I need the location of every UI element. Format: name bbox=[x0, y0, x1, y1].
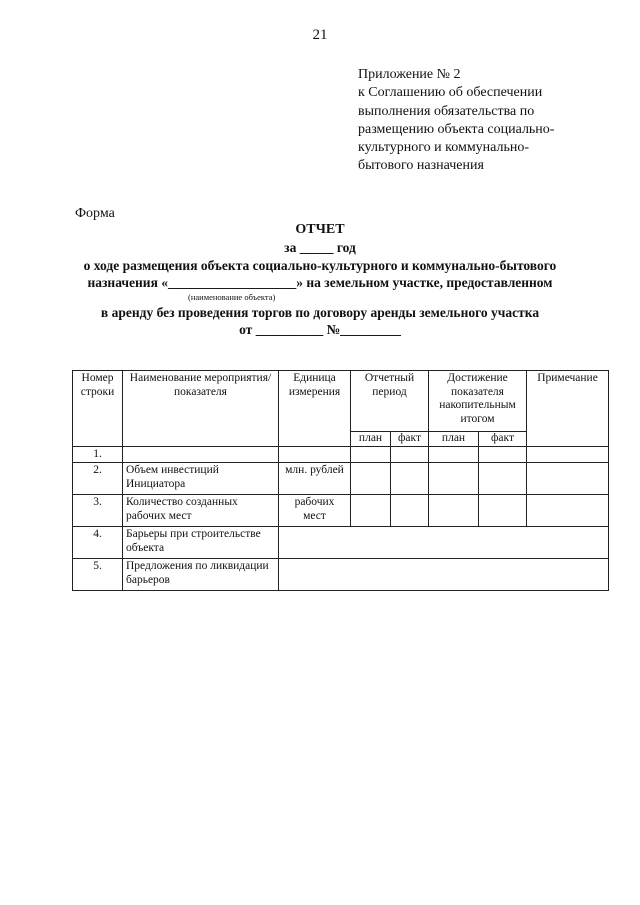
report-subject-line3: в аренду без проведения торгов по договору аренды земельного участка bbox=[100, 305, 540, 320]
cell-fact[interactable] bbox=[479, 446, 527, 463]
cell-fact[interactable] bbox=[479, 463, 527, 495]
cell-note[interactable] bbox=[527, 446, 609, 463]
cell-plan[interactable] bbox=[351, 495, 391, 527]
row-number: 4. bbox=[73, 527, 123, 559]
report-date-number: от __________ №_________ bbox=[239, 322, 401, 337]
appendix-block bbox=[358, 66, 554, 176]
row-name: Объем инвестиций Инициатора bbox=[123, 463, 279, 495]
cell-fact[interactable] bbox=[391, 446, 429, 463]
form-label: Форма bbox=[75, 206, 115, 221]
cell-plan[interactable] bbox=[351, 463, 391, 495]
header-fact: факт bbox=[479, 432, 527, 447]
cell-note[interactable] bbox=[527, 495, 609, 527]
header-plan: план bbox=[429, 432, 479, 447]
header-plan: план bbox=[351, 432, 391, 447]
row-name: Барьеры при строительстве объекта bbox=[123, 527, 279, 559]
report-subject-line1: о ходе размещения объекта социально-культурного и коммунально-бытового bbox=[83, 258, 557, 273]
row-name: Предложения по ликвидации барьеров bbox=[123, 559, 279, 591]
cell-plan[interactable] bbox=[429, 446, 479, 463]
cell-plan[interactable] bbox=[429, 495, 479, 527]
cell-fact[interactable] bbox=[391, 495, 429, 527]
report-subject-line2: назначения «___________________» на земельном участке, предоставленном bbox=[87, 275, 553, 290]
table-row bbox=[73, 463, 609, 495]
cell-fact[interactable] bbox=[479, 495, 527, 527]
report-title: ОТЧЕТ bbox=[295, 222, 345, 237]
appendix-line: размещению объекта социально- bbox=[358, 121, 555, 137]
row-number: 5. bbox=[73, 559, 123, 591]
header-unit: Единица измерения bbox=[279, 371, 351, 447]
row-number: 3. bbox=[73, 495, 123, 527]
object-name-note: (наименование объекта) bbox=[188, 292, 276, 302]
header-note: Примечание bbox=[527, 371, 609, 447]
appendix-line: выполнения обязательства по bbox=[358, 103, 535, 119]
header-number: Номер строки bbox=[73, 371, 123, 447]
appendix-line: к Соглашению об обеспечении bbox=[358, 85, 543, 101]
row-unit: млн. рублей bbox=[279, 463, 351, 495]
row-name: Количество созданных рабочих мест bbox=[123, 495, 279, 527]
cell-note[interactable] bbox=[527, 463, 609, 495]
header-fact: факт bbox=[391, 432, 429, 447]
row-name bbox=[123, 446, 279, 463]
page-number: 21 bbox=[312, 27, 328, 43]
appendix-line: бытового назначения bbox=[358, 158, 484, 174]
appendix-line: Приложение № 2 bbox=[358, 67, 461, 82]
table-row bbox=[73, 527, 609, 559]
table-header-row bbox=[73, 371, 609, 432]
appendix-line: культурного и коммунально- bbox=[358, 140, 530, 156]
cell-merged-description[interactable] bbox=[279, 527, 609, 559]
header-period: Отчетный период bbox=[351, 371, 429, 432]
row-unit: рабочих мест bbox=[279, 495, 351, 527]
report-table bbox=[72, 370, 609, 591]
cell-fact[interactable] bbox=[391, 463, 429, 495]
row-unit bbox=[279, 446, 351, 463]
cell-plan[interactable] bbox=[351, 446, 391, 463]
table-row bbox=[73, 495, 609, 527]
cell-plan[interactable] bbox=[429, 463, 479, 495]
row-number: 2. bbox=[73, 463, 123, 495]
table-row bbox=[73, 446, 609, 463]
cell-merged-description[interactable] bbox=[279, 559, 609, 591]
report-period: за _____ год bbox=[284, 240, 356, 255]
row-number: 1. bbox=[73, 446, 123, 463]
header-cumulative: Достижение показателя накопительным итогом bbox=[429, 371, 527, 432]
header-name: Наименование мероприятия/ показателя bbox=[123, 371, 279, 447]
table-row bbox=[73, 559, 609, 591]
